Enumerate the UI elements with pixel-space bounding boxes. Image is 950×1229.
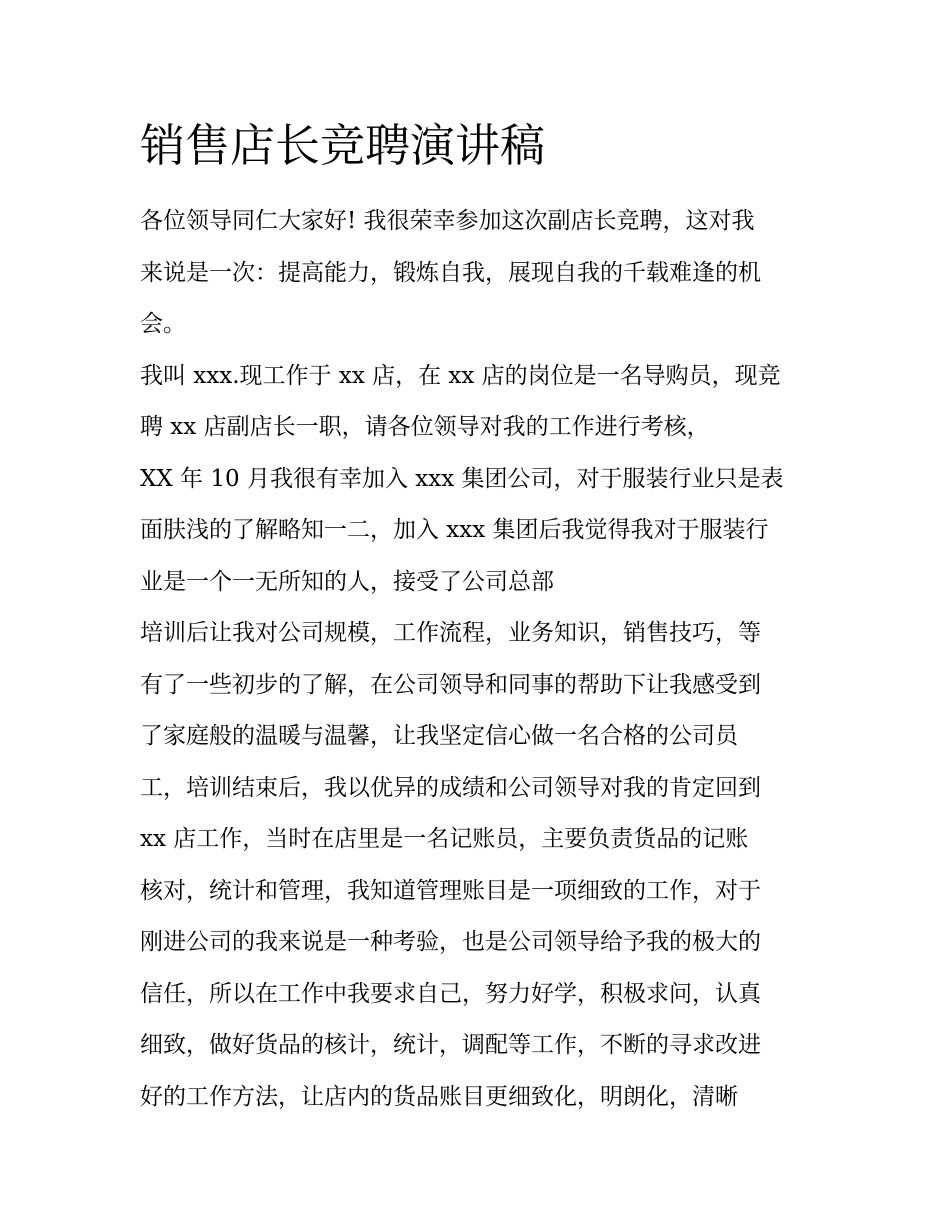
text-line: 会。 — [140, 311, 186, 337]
text-line: 工，培训结束后，我以优异的成绩和公司领导对我的肯定回到 — [140, 774, 761, 801]
text-line: 细致，做好货品的核计，统计，调配等工作，不断的寻求改进 — [140, 1032, 761, 1058]
text-line: 好的工作方法，让店内的货品账目更细致化，明朗化，清晰 — [140, 1083, 738, 1110]
text-line: 来说是一次：提高能力，锻炼自我，展现自我的千载难逢的机 — [140, 259, 761, 286]
text-line: 刚进公司的我来说是一种考验，也是公司领导给予我的极大的 — [140, 929, 761, 955]
text-line: XX 年 10 月我很有幸加入 xxx 集团公司，对于服装行业只是表 — [140, 465, 784, 492]
text-line: 核对，统计和管理，我知道管理账目是一项细致的工作，对于 — [140, 877, 761, 904]
text-line: 各位领导同仁大家好! 我很荣幸参加这次副店长竞聘，这对我 — [140, 208, 755, 234]
document-body — [140, 196, 820, 1123]
text-line: 有了一些初步的了解，在公司领导和同事的帮助下让我感受到 — [140, 671, 761, 698]
text-line: 业是一个一无所知的人，接受了公司总部 — [140, 568, 554, 595]
document-title: 销售店长竞聘演讲稿 — [140, 119, 546, 172]
text-line: 培训后让我对公司规模，工作流程，业务知识，销售技巧，等 — [140, 620, 761, 646]
text-line: 信任，所以在工作中我要求自己，努力好学，积极求问，认真 — [140, 980, 761, 1007]
text-line: 了家庭般的温暖与温馨，让我坚定信心做一名合格的公司员 — [140, 723, 738, 749]
text-line: 面肤浅的了解略知一二，加入 xxx 集团后我觉得我对于服装行 — [140, 517, 769, 543]
text-line: 聘 xx 店副店长一职，请各位领导对我的工作进行考核， — [140, 414, 710, 440]
text-line: xx 店工作，当时在店里是一名记账员，主要负责货品的记账 — [140, 826, 749, 852]
text-line: 我叫 xxx.现工作于 xx 店，在 xx 店的岗位是一名导购员，现竞 — [140, 362, 781, 389]
